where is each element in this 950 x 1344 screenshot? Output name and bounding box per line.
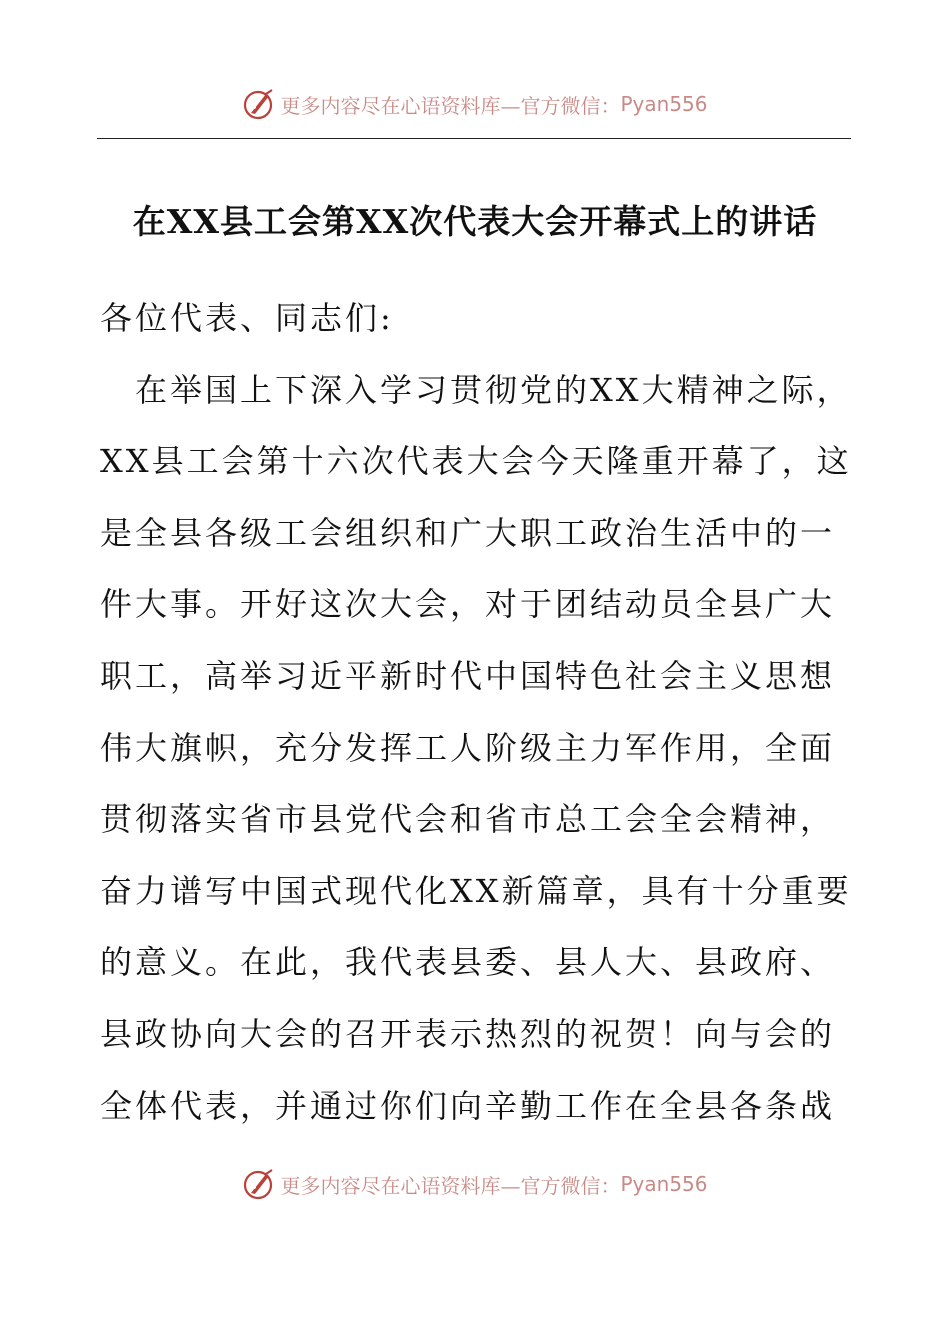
quill-logo-icon <box>242 87 276 121</box>
text-line: XX县工会第十六次代表大会今天隆重开幕了，这 <box>100 442 852 481</box>
banner-wechat-id: Pyan556 <box>620 92 708 116</box>
header-divider <box>97 138 851 139</box>
text-line: 贯彻落实省市县党代会和省市总工会全会精神， <box>100 800 836 839</box>
text-line: 是全县各级工会组织和广大职工政治生活中的一 <box>100 513 836 552</box>
quill-logo-icon <box>242 1167 276 1201</box>
text-line: 奋力谱写中国式现代化XX新篇章，具有十分重要 <box>100 871 852 910</box>
text-line: 伟大旗帜，充分发挥工人阶级主力军作用，全面 <box>100 728 836 767</box>
speech-body <box>100 283 880 1142</box>
text-line: 在举国上下深入学习贯彻党的XX大精神之际， <box>100 370 852 409</box>
banner-text: 更多内容尽在心语资料库—官方微信： <box>280 93 621 118</box>
text-line: 职工，高举习近平新时代中国特色社会主义思想 <box>100 656 836 695</box>
page-title: 在XX县工会第XX次代表大会开幕式上的讲话 <box>132 202 818 241</box>
footer-banner <box>0 1162 950 1206</box>
text-line: 的意义。在此，我代表县委、县人大、县政府、 <box>100 943 836 982</box>
header-banner <box>0 82 950 126</box>
text-line: 各位代表、同志们: <box>100 299 394 337</box>
banner-wechat-id: Pyan556 <box>620 1172 708 1196</box>
text-line: 件大事。开好这次大会，对于团结动员全县广大 <box>100 585 836 624</box>
banner-text: 更多内容尽在心语资料库—官方微信： <box>280 1173 621 1198</box>
text-line: 县政协向大会的召开表示热烈的祝贺！向与会的 <box>100 1014 836 1053</box>
text-line: 全体代表，并通过你们向辛勤工作在全县各条战 <box>100 1086 836 1125</box>
